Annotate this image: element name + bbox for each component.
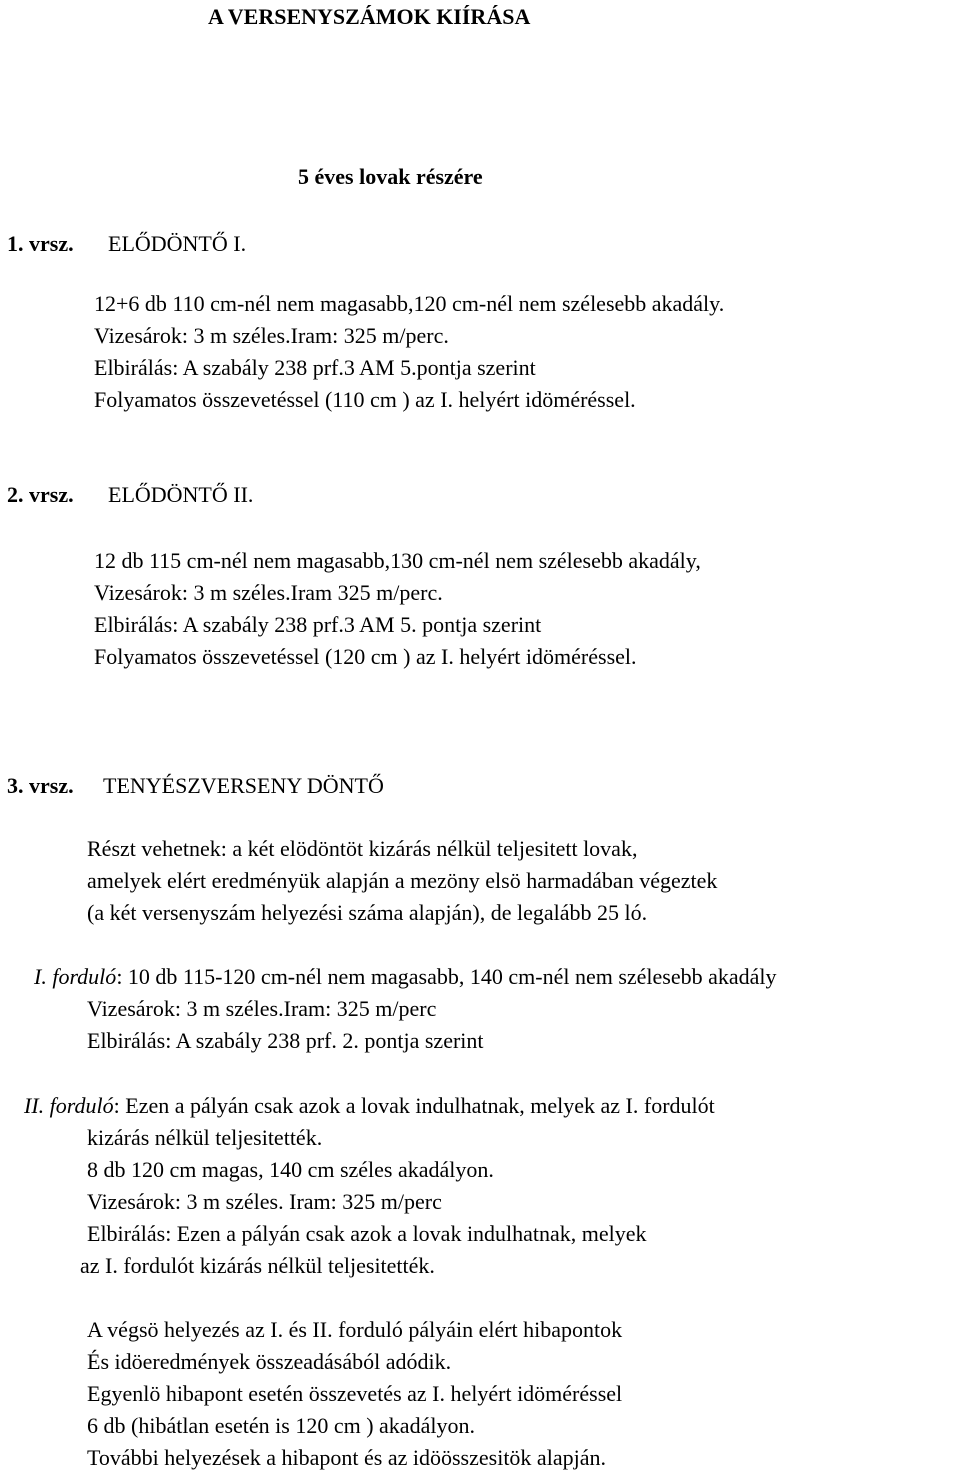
race-number: 1. vrsz.	[7, 231, 74, 256]
final-line: Egyenlö hibapont esetén összevetés az I. helyért idöméréssel	[87, 1381, 623, 1406]
race-name: ELŐDÖNTŐ I.	[108, 231, 247, 256]
round-2-line: Elbirálás: Ezen a pályán csak azok a lovak indulhatnak, melyek	[87, 1221, 647, 1246]
round-1-heading	[34, 966, 777, 988]
race-line: 12 db 115 cm-nél nem magasabb,130 cm-nél nem szélesebb akadály,	[94, 548, 701, 573]
race-line: Elbirálás: A szabály 238 prf.3 AM 5.pontja szerint	[94, 355, 536, 380]
race-number: 2. vrsz.	[7, 482, 74, 507]
race-line: Vizesárok: 3 m széles.Iram: 325 m/perc.	[94, 323, 449, 348]
intro-line: (a két versenyszám helyezési száma alapján), de legalább 25 ló.	[87, 900, 648, 925]
round-2-line: kizárás nélkül teljesitették.	[87, 1125, 323, 1150]
race-number: 3. vrsz.	[7, 773, 74, 798]
round-1-line: Vizesárok: 3 m széles.Iram: 325 m/perc	[87, 996, 437, 1021]
round-2-text: : Ezen a pályán csak azok a lovak indulhatnak, melyek az I. fordulót	[113, 1093, 715, 1118]
round-1-text: : 10 db 115-120 cm-nél nem magasabb, 140 cm-nél nem szélesebb akadály	[116, 964, 777, 989]
round-2-prefix: II.	[24, 1093, 45, 1118]
document-title: A VERSENYSZÁMOK KIÍRÁSA	[208, 4, 531, 29]
race-line: Folyamatos összevetéssel (120 cm ) az I. helyért idöméréssel.	[94, 644, 637, 669]
round-2-line: 8 db 120 cm magas, 140 cm széles akadályon.	[87, 1157, 494, 1182]
race-name: TENYÉSZVERSENY DÖNTŐ	[103, 773, 384, 798]
round-2-heading	[24, 1095, 715, 1117]
final-line: További helyezések a hibapont és az idöösszesitök alapján.	[87, 1445, 606, 1470]
round-2-line: az I. fordulót kizárás nélkül teljesitették.	[80, 1253, 435, 1278]
race-name: ELŐDÖNTŐ II.	[108, 482, 254, 507]
round-1-line: Elbirálás: A szabály 238 prf. 2. pontja szerint	[87, 1028, 484, 1053]
final-line: A végsö helyezés az I. és II. forduló pályáin elért hibapontok	[87, 1317, 623, 1342]
race-line: Elbirálás: A szabály 238 prf.3 AM 5. pontja szerint	[94, 612, 542, 637]
round-1-prefix: I.	[34, 964, 47, 989]
round-2-line: Vizesárok: 3 m széles. Iram: 325 m/perc	[87, 1189, 442, 1214]
final-line: 6 db (hibátlan esetén is 120 cm ) akadályon.	[87, 1413, 475, 1438]
race-line: Folyamatos összevetéssel (110 cm ) az I. helyért idöméréssel.	[94, 387, 636, 412]
race-line: 12+6 db 110 cm-nél nem magasabb,120 cm-nél nem szélesebb akadály.	[94, 291, 725, 316]
intro-line: Részt vehetnek: a két elödöntöt kizárás nélkül teljesitett lovak,	[87, 836, 638, 861]
document-subtitle: 5 éves lovak részére	[298, 164, 483, 189]
round-1-label: forduló	[52, 964, 117, 989]
round-2-label: forduló	[49, 1093, 114, 1118]
race-line: Vizesárok: 3 m széles.Iram 325 m/perc.	[94, 580, 443, 605]
final-line: És idöeredmények összeadásából adódik.	[87, 1349, 452, 1374]
intro-line: amelyek elért eredményük alapján a mezöny elsö harmadában végeztek	[87, 868, 718, 893]
